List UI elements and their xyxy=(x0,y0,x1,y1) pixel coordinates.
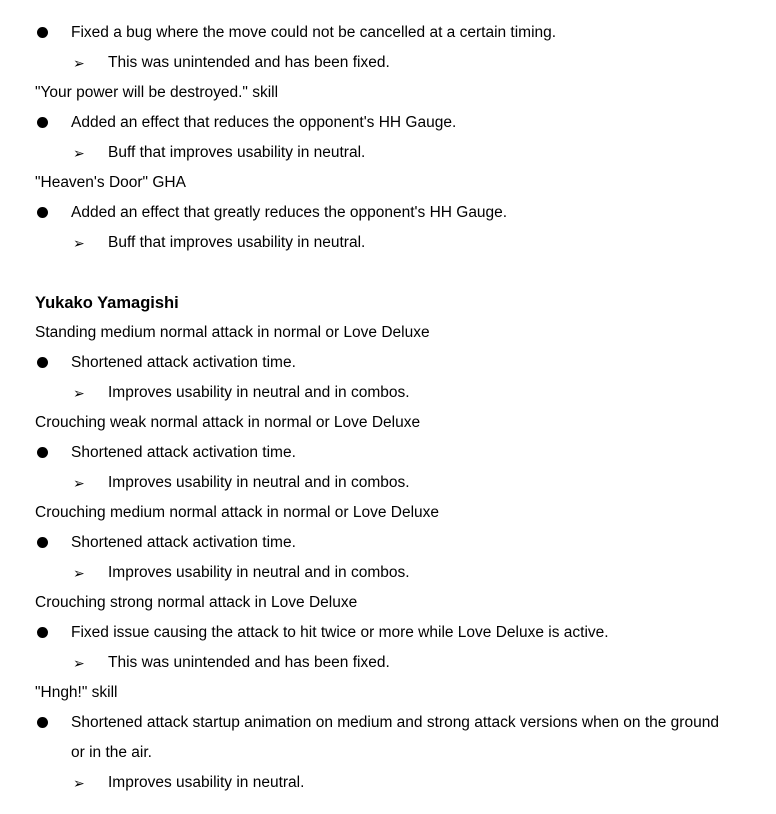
move-heading: "Heaven's Door" GHA xyxy=(35,174,186,191)
item-text: This was unintended and has been fixed. xyxy=(108,654,390,671)
arrowhead-bullet-icon: ➢ xyxy=(73,385,85,401)
item-text: Improves usability in neutral and in combos. xyxy=(108,384,410,401)
sub-bullet-item xyxy=(0,138,776,168)
item-text: Buff that improves usability in neutral. xyxy=(108,144,366,161)
arrowhead-bullet-icon: ➢ xyxy=(73,235,85,251)
arrowhead-bullet-icon: ➢ xyxy=(73,655,85,671)
bullet-item xyxy=(0,438,776,468)
item-text: Shortened attack activation time. xyxy=(71,534,296,551)
arrowhead-bullet-icon: ➢ xyxy=(73,565,85,581)
item-text: Improves usability in neutral and in combos. xyxy=(108,564,410,581)
item-text: Fixed a bug where the move could not be cancelled at a certain timing. xyxy=(71,24,557,41)
item-text: Fixed issue causing the attack to hit twice or more while Love Deluxe is active. xyxy=(71,624,609,641)
bullet-dot-icon-shape xyxy=(37,357,48,368)
move-heading: Crouching medium normal attack in normal or Love Deluxe xyxy=(35,504,440,521)
bullet-item xyxy=(0,348,776,378)
arrowhead-bullet-icon: ➢ xyxy=(73,775,85,791)
section-spacer xyxy=(0,258,776,288)
bullet-item xyxy=(0,618,776,648)
bullet-item xyxy=(0,528,776,558)
move-heading: Crouching strong normal attack in Love Deluxe xyxy=(35,594,358,611)
bullet-dot-icon xyxy=(35,198,49,228)
bullet-dot-icon-shape xyxy=(37,717,48,728)
item-text: Added an effect that greatly reduces the opponent's HH Gauge. xyxy=(71,204,508,221)
arrowhead-bullet-icon: ➢ xyxy=(73,55,85,71)
item-text: Added an effect that reduces the opponent's HH Gauge. xyxy=(71,114,457,131)
move-heading: Standing medium normal attack in normal or Love Deluxe xyxy=(35,324,430,341)
sub-bullet-item xyxy=(0,768,776,798)
section-title: Yukako Yamagishi xyxy=(35,294,179,312)
sub-bullet-item xyxy=(0,558,776,588)
bullet-continuation xyxy=(0,738,776,768)
arrowhead-bullet-icon: ➢ xyxy=(73,145,85,161)
item-text: This was unintended and has been fixed. xyxy=(108,54,390,71)
bullet-dot-icon xyxy=(35,438,49,468)
bullet-dot-icon-shape xyxy=(37,447,48,458)
move-heading: Crouching weak normal attack in normal or Love Deluxe xyxy=(35,414,421,431)
bullet-item xyxy=(0,708,776,738)
section-list xyxy=(0,318,776,798)
bullet-dot-icon xyxy=(35,108,49,138)
bullet-dot-icon-shape xyxy=(37,27,48,38)
item-text: or in the air. xyxy=(71,744,152,761)
bullet-dot-icon-shape xyxy=(37,207,48,218)
sub-bullet-item xyxy=(0,228,776,258)
item-text: Shortened attack activation time. xyxy=(71,444,296,461)
bullet-dot-icon xyxy=(35,708,49,738)
bullet-dot-icon-shape xyxy=(37,627,48,638)
bullet-dot-icon xyxy=(35,18,49,48)
bullet-dot-icon xyxy=(35,618,49,648)
bullet-dot-icon xyxy=(35,528,49,558)
arrowhead-bullet-icon: ➢ xyxy=(73,475,85,491)
item-text: Improves usability in neutral. xyxy=(108,774,305,791)
intro-list xyxy=(0,18,776,258)
bullet-item xyxy=(0,18,776,48)
sub-bullet-item xyxy=(0,48,776,78)
bullet-item xyxy=(0,198,776,228)
move-heading: "Your power will be destroyed." skill xyxy=(35,84,279,101)
bullet-item xyxy=(0,108,776,138)
item-text: Shortened attack activation time. xyxy=(71,354,296,371)
sub-bullet-item xyxy=(0,378,776,408)
item-text: Buff that improves usability in neutral. xyxy=(108,234,366,251)
patch-notes-document xyxy=(0,18,776,798)
sub-bullet-item xyxy=(0,648,776,678)
bullet-dot-icon xyxy=(35,348,49,378)
item-text: Improves usability in neutral and in combos. xyxy=(108,474,410,491)
sub-bullet-item xyxy=(0,468,776,498)
item-text: Shortened attack startup animation on medium and strong attack versions when on the ground xyxy=(71,714,719,731)
move-heading: "Hngh!" skill xyxy=(35,684,118,701)
bullet-dot-icon-shape xyxy=(37,537,48,548)
bullet-dot-icon-shape xyxy=(37,117,48,128)
